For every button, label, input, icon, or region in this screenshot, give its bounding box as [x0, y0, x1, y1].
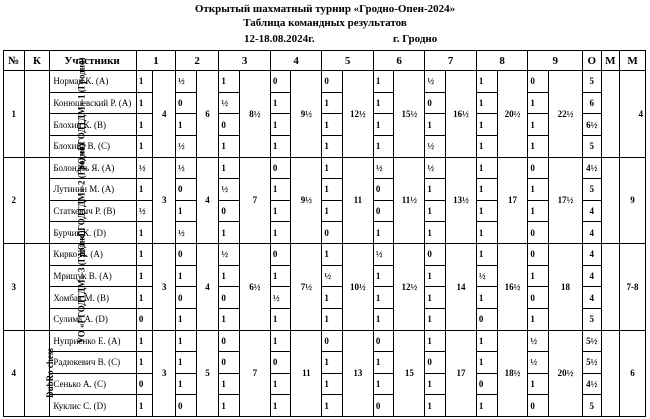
game-result: 0: [176, 287, 197, 309]
game-result: 1: [373, 135, 394, 157]
game-result: 1: [322, 135, 343, 157]
game-result: ½: [176, 71, 197, 93]
game-result: 1: [219, 395, 240, 417]
game-result: 1: [136, 222, 152, 244]
round-total: 6: [196, 71, 219, 158]
team-number: 3: [4, 244, 25, 331]
game-result: 1: [270, 330, 291, 352]
game-result: ½: [476, 265, 497, 287]
game-result: 0: [425, 92, 446, 114]
game-result: 1: [219, 135, 240, 157]
game-result: 1: [176, 352, 197, 374]
round-total: 5: [196, 330, 219, 417]
game-result: 1: [322, 179, 343, 201]
game-result: 0: [373, 200, 394, 222]
round-total: 18: [549, 244, 583, 331]
game-result: 1: [219, 71, 240, 93]
col-round-6: 6: [373, 51, 425, 71]
game-result: 0: [528, 287, 549, 309]
player-points: 5: [583, 71, 602, 93]
player-name: Блохин К. (В): [50, 114, 137, 136]
team-place: 7-8: [620, 244, 646, 331]
game-result: 0: [373, 330, 394, 352]
team-name: DubRo chess: [44, 348, 55, 399]
game-result: ½: [176, 222, 197, 244]
round-total: 9½: [291, 71, 322, 158]
game-result: 1: [476, 352, 497, 374]
game-result: 1: [373, 287, 394, 309]
round-total: 4: [153, 71, 176, 158]
game-result: 0: [219, 114, 240, 136]
game-result: 1: [176, 114, 197, 136]
game-result: ½: [373, 157, 394, 179]
game-result: ½: [219, 92, 240, 114]
game-result: 1: [270, 114, 291, 136]
game-result: 1: [136, 330, 152, 352]
game-result: 0: [176, 92, 197, 114]
round-total: 17½: [549, 157, 583, 244]
game-result: ½: [425, 135, 446, 157]
team-mark: [601, 71, 620, 158]
game-result: ½: [219, 179, 240, 201]
player-points: 5½: [583, 330, 602, 352]
game-result: ½: [322, 265, 343, 287]
game-result: ½: [270, 287, 291, 309]
game-result: 0: [476, 308, 497, 330]
round-total: 13½: [445, 157, 476, 244]
game-result: ½: [425, 157, 446, 179]
game-result: 1: [425, 373, 446, 395]
player-points: 6: [583, 92, 602, 114]
tournament-city: г. Гродно: [393, 33, 438, 45]
table-row: [4, 71, 646, 93]
player-name: Статкевич Р. (В): [50, 200, 137, 222]
game-result: 1: [476, 244, 497, 266]
game-result: 1: [176, 308, 197, 330]
game-result: 1: [373, 222, 394, 244]
col-points: О: [583, 51, 602, 71]
game-result: 1: [373, 114, 394, 136]
game-result: 1: [136, 135, 152, 157]
player-points: 5: [583, 179, 602, 201]
game-result: 0: [425, 244, 446, 266]
game-result: ½: [176, 135, 197, 157]
game-result: 0: [136, 373, 152, 395]
game-result: 1: [373, 71, 394, 93]
game-result: 1: [373, 265, 394, 287]
game-result: 0: [322, 71, 343, 93]
player-name: Лутинин М. (А): [50, 179, 137, 201]
player-points: 4: [583, 200, 602, 222]
game-result: ½: [528, 352, 549, 374]
game-result: 1: [476, 157, 497, 179]
col-place: М: [620, 51, 646, 71]
round-total: 16½: [445, 71, 476, 158]
game-result: 1: [476, 114, 497, 136]
game-result: 1: [322, 244, 343, 266]
game-result: 0: [476, 373, 497, 395]
player-name: Сенько А. (С): [50, 373, 137, 395]
game-result: 1: [219, 265, 240, 287]
team-mark: [601, 157, 620, 244]
game-result: ½: [136, 200, 152, 222]
game-result: 1: [322, 373, 343, 395]
player-name: Конюшевский Р. (А): [50, 92, 137, 114]
game-result: 1: [425, 287, 446, 309]
game-result: 1: [476, 395, 497, 417]
round-total: 8½: [239, 71, 270, 158]
table-row: [4, 157, 646, 179]
round-total: 7: [239, 330, 270, 417]
game-result: 0: [425, 352, 446, 374]
game-result: 1: [176, 200, 197, 222]
game-result: 1: [476, 287, 497, 309]
game-result: 1: [136, 395, 152, 417]
player-name: Сулима А. (D): [50, 308, 137, 330]
game-result: 1: [136, 114, 152, 136]
game-result: 0: [528, 222, 549, 244]
game-result: 1: [476, 222, 497, 244]
round-total: 17: [445, 330, 476, 417]
game-result: 1: [270, 200, 291, 222]
game-result: 1: [373, 373, 394, 395]
game-result: 1: [176, 330, 197, 352]
game-result: 1: [136, 244, 152, 266]
game-result: 1: [219, 308, 240, 330]
round-total: 7: [239, 157, 270, 244]
game-result: 0: [322, 330, 343, 352]
player-name: Болондзь Я. (А): [50, 157, 137, 179]
game-result: 1: [270, 222, 291, 244]
round-total: 17: [497, 157, 528, 244]
game-result: 1: [322, 92, 343, 114]
game-result: 1: [425, 395, 446, 417]
game-result: 1: [425, 200, 446, 222]
round-total: 6½: [239, 244, 270, 331]
game-result: ½: [176, 157, 197, 179]
game-result: 1: [322, 287, 343, 309]
game-result: 1: [136, 92, 152, 114]
col-round-9: 9: [528, 51, 583, 71]
game-result: 1: [270, 135, 291, 157]
tournament-title: Открытый шахматный турнир «Гродно-Опен-2024»: [194, 3, 456, 15]
col-round-5: 5: [322, 51, 374, 71]
team-mark: [601, 244, 620, 331]
col-round-2: 2: [176, 51, 219, 71]
player-name: Мрищук В. (А): [50, 265, 137, 287]
game-result: 1: [322, 352, 343, 374]
team-name: УО «ГГОДТДМ»-2 (Гродно): [76, 143, 87, 257]
team-results-table: [3, 50, 646, 417]
game-result: 1: [322, 114, 343, 136]
team-place: 6: [620, 330, 646, 417]
game-result: 0: [176, 395, 197, 417]
game-result: 0: [270, 71, 291, 93]
game-result: 1: [476, 179, 497, 201]
game-result: 1: [322, 308, 343, 330]
game-result: 1: [373, 308, 394, 330]
game-result: ½: [425, 71, 446, 93]
game-result: 1: [270, 395, 291, 417]
game-result: ½: [136, 157, 152, 179]
game-result: 0: [270, 244, 291, 266]
game-result: 1: [528, 308, 549, 330]
game-result: 1: [270, 265, 291, 287]
game-result: ½: [528, 330, 549, 352]
col-round-1: 1: [136, 51, 175, 71]
round-total: 16½: [497, 244, 528, 331]
game-result: 1: [219, 373, 240, 395]
game-result: 1: [270, 179, 291, 201]
col-round-4: 4: [270, 51, 322, 71]
round-total: 22½: [549, 71, 583, 158]
player-name: Бурчик К. (D): [50, 222, 137, 244]
game-result: 1: [425, 114, 446, 136]
game-result: 1: [476, 92, 497, 114]
table-subtitle: Таблица командных результатов: [243, 17, 407, 29]
team-number: 1: [4, 71, 25, 158]
game-result: 1: [476, 330, 497, 352]
col-team: К: [24, 51, 50, 71]
player-points: 4½: [583, 157, 602, 179]
game-result: 0: [270, 157, 291, 179]
game-result: 0: [219, 200, 240, 222]
game-result: 1: [176, 373, 197, 395]
round-total: 15½: [394, 71, 425, 158]
game-result: 1: [476, 200, 497, 222]
game-result: 0: [219, 330, 240, 352]
player-points: 6½: [583, 114, 602, 136]
player-points: 4: [583, 244, 602, 266]
game-result: 1: [528, 200, 549, 222]
round-total: 20½: [549, 330, 583, 417]
header-row: [4, 51, 646, 71]
player-points: 5½: [583, 352, 602, 374]
player-name: Норман К. (А): [50, 71, 137, 93]
team-place: 9: [620, 157, 646, 244]
col-round-7: 7: [425, 51, 477, 71]
game-result: 1: [270, 308, 291, 330]
game-result: 1: [373, 352, 394, 374]
round-total: 14: [445, 244, 476, 331]
game-result: 1: [136, 71, 152, 93]
game-result: 1: [528, 179, 549, 201]
player-points: 4: [583, 222, 602, 244]
game-result: 0: [270, 352, 291, 374]
player-points: 5: [583, 395, 602, 417]
game-result: 1: [322, 200, 343, 222]
game-result: 1: [528, 92, 549, 114]
player-name: Хомбак М. (В): [50, 287, 137, 309]
round-total: 3: [153, 330, 176, 417]
game-result: 0: [528, 395, 549, 417]
team-name-cell: [24, 330, 55, 417]
team-name: УО «ГГОДТДМ»-3 (Гродно): [76, 230, 87, 344]
game-result: 0: [176, 244, 197, 266]
table-row: [4, 330, 646, 352]
game-result: 0: [219, 287, 240, 309]
game-result: 1: [270, 373, 291, 395]
game-result: 1: [425, 308, 446, 330]
round-total: 7½: [291, 244, 322, 331]
game-result: 1: [136, 287, 152, 309]
col-players: Участники: [50, 51, 137, 71]
game-result: 1: [136, 179, 152, 201]
col-num: №: [4, 51, 25, 71]
game-result: 0: [322, 222, 343, 244]
game-result: 1: [528, 373, 549, 395]
player-name: Блохина В. (С): [50, 135, 137, 157]
game-result: 0: [528, 157, 549, 179]
team-number: 4: [4, 330, 25, 417]
round-total: 3: [153, 157, 176, 244]
round-total: 11: [342, 157, 373, 244]
game-result: 1: [136, 265, 152, 287]
player-points: 4½: [583, 373, 602, 395]
player-name: Нуприенко Е. (А): [50, 330, 137, 352]
team-mark: [601, 330, 620, 417]
game-result: 1: [219, 222, 240, 244]
game-result: 1: [528, 114, 549, 136]
col-round-3: 3: [219, 51, 271, 71]
round-total: 10½: [342, 244, 373, 331]
round-total: 12½: [394, 244, 425, 331]
round-total: 11: [291, 330, 322, 417]
round-total: 18½: [497, 330, 528, 417]
game-result: 1: [425, 222, 446, 244]
round-total: 12½: [342, 71, 373, 158]
team-number: 2: [4, 157, 25, 244]
game-result: 1: [476, 135, 497, 157]
game-result: ½: [373, 244, 394, 266]
game-result: 1: [476, 71, 497, 93]
game-result: 0: [136, 308, 152, 330]
game-result: 1: [425, 265, 446, 287]
round-total: 4: [196, 244, 219, 331]
game-result: 0: [528, 71, 549, 93]
player-points: 4: [583, 287, 602, 309]
game-result: 0: [528, 244, 549, 266]
round-total: 13: [342, 330, 373, 417]
game-result: ½: [219, 244, 240, 266]
game-result: 1: [425, 330, 446, 352]
player-points: 5: [583, 308, 602, 330]
game-result: 1: [176, 265, 197, 287]
player-name: Кирко И. (А): [50, 244, 137, 266]
table-row: [4, 244, 646, 266]
game-result: 1: [322, 157, 343, 179]
round-total: 11½: [394, 157, 425, 244]
player-name: Радюкевич В. (С): [50, 352, 137, 374]
col-mark: М: [601, 51, 620, 71]
game-result: 1: [322, 395, 343, 417]
game-result: 1: [270, 92, 291, 114]
col-round-8: 8: [476, 51, 528, 71]
game-result: 1: [528, 265, 549, 287]
team-name: УО «ГГОДТДМ»-1 (Гродно): [76, 57, 87, 171]
game-result: 1: [425, 179, 446, 201]
round-total: 4: [196, 157, 219, 244]
round-total: 3: [153, 244, 176, 331]
game-result: 0: [176, 179, 197, 201]
game-result: 1: [528, 135, 549, 157]
team-place: 4: [620, 71, 646, 158]
game-result: 0: [219, 352, 240, 374]
game-result: 1: [373, 92, 394, 114]
game-result: 0: [373, 395, 394, 417]
round-total: 15: [394, 330, 425, 417]
player-points: 4: [583, 265, 602, 287]
game-result: 1: [136, 352, 152, 374]
game-result: 1: [219, 157, 240, 179]
player-points: 5: [583, 135, 602, 157]
game-result: 0: [373, 179, 394, 201]
player-name: Куклис С. (D): [50, 395, 137, 417]
round-total: 9½: [291, 157, 322, 244]
tournament-dates: 12-18.08.2024г.: [244, 33, 315, 45]
round-total: 20½: [497, 71, 528, 158]
